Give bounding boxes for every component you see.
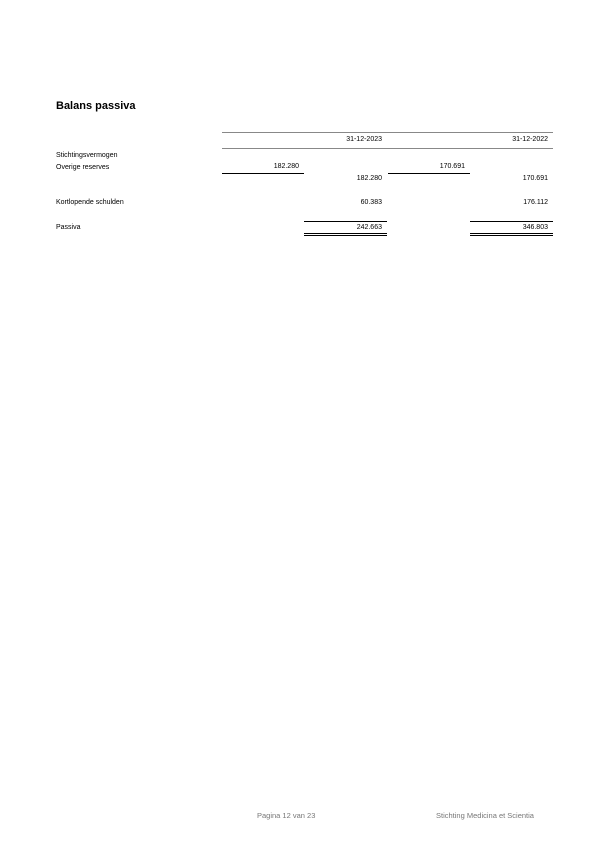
overige-reserves-label: Overige reserves (56, 164, 110, 171)
page-title: Balans passiva (56, 100, 136, 112)
total-top-rule-2023 (304, 221, 387, 222)
subtotal-rule-2023 (222, 173, 304, 174)
column-header-2022: 31-12-2022 (512, 136, 548, 143)
subtotal-rule-2022 (388, 173, 470, 174)
total-bottom-rule-2022-b (470, 235, 553, 236)
kortlopende-schulden-2023: 60.383 (360, 199, 382, 206)
stichtingsvermogen-label: Stichtingsvermogen (56, 152, 118, 159)
total-bottom-rule-2023-a (304, 233, 387, 234)
stichtingsvermogen-total-2023: 182.280 (356, 175, 382, 182)
footer-page-number: Pagina 12 van 23 (257, 811, 316, 820)
footer-organization: Stichting Medicina et Scientia (436, 811, 534, 820)
total-bottom-rule-2022-a (470, 233, 553, 234)
passiva-total-2023: 242.663 (356, 224, 382, 231)
kortlopende-schulden-label: Kortlopende schulden (56, 199, 124, 206)
kortlopende-schulden-2022: 176.112 (523, 199, 548, 206)
passiva-label: Passiva (56, 224, 81, 231)
passiva-total-2022: 346.803 (522, 224, 548, 231)
header-top-rule (222, 132, 553, 133)
total-bottom-rule-2023-b (304, 235, 387, 236)
header-bottom-rule (222, 148, 553, 149)
stichtingsvermogen-total-2022: 170.691 (522, 175, 548, 182)
overige-reserves-2023: 182.280 (273, 163, 299, 170)
column-header-2023: 31-12-2023 (346, 136, 382, 143)
overige-reserves-2022: 170.691 (439, 163, 465, 170)
total-top-rule-2022 (470, 221, 553, 222)
